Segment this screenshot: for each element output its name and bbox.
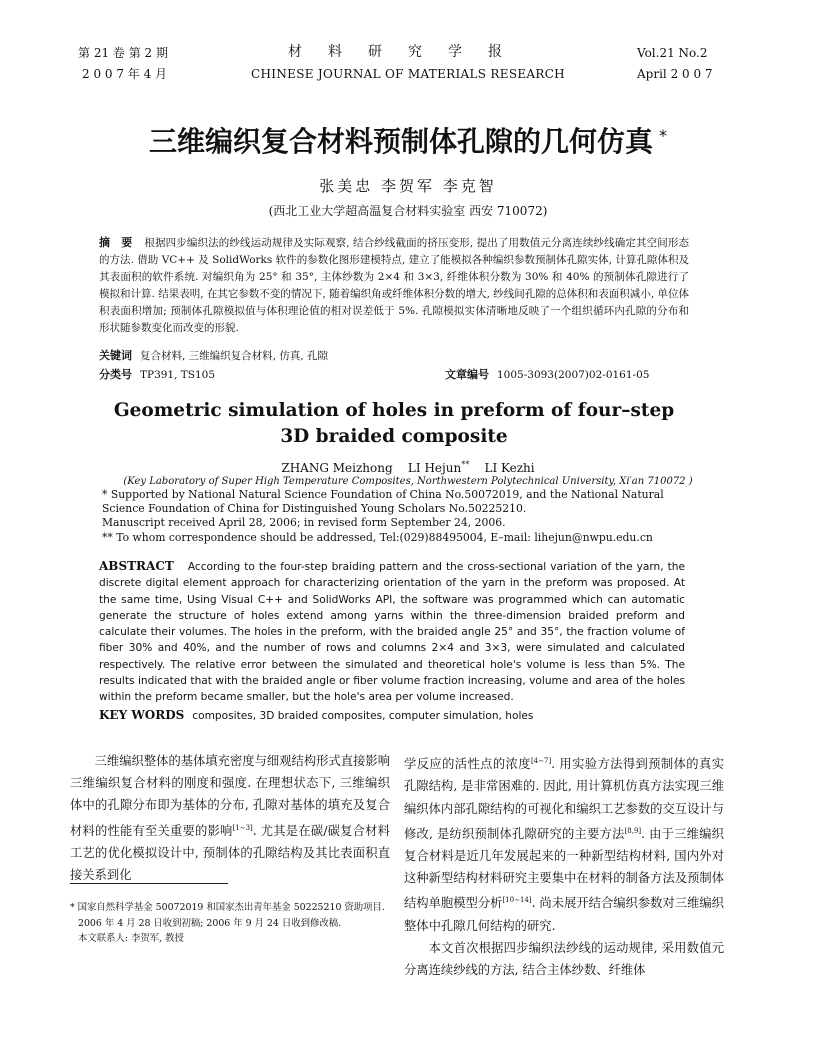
funding-note-en: * Supported by National Natural Science Foundation of China No.50072019, and the National Natural Science Foundation of China for Distinguished Young Scholars No.50225210. xyxy=(102,488,664,515)
author-1: ZHANG Meizhong xyxy=(281,461,393,475)
footnotes xyxy=(70,900,390,947)
body-column-left xyxy=(70,750,390,886)
author-3: LI Kezhi xyxy=(484,461,535,475)
body-text: 学反应的活性点的浓度 xyxy=(404,757,531,772)
citation: [1∼3] xyxy=(232,823,253,832)
citation: [10∼14] xyxy=(502,896,532,905)
paper-title-cn-text: 三维编织复合材料预制体孔隙的几何仿真 xyxy=(148,125,653,158)
footnote-funding: * 国家自然科学基金 50072019 和国家杰出青年基金 50225210 资助项目. xyxy=(70,902,385,913)
footnote-divider xyxy=(70,883,228,884)
body-text: . 用实验方法得到预制体的真实孔隙结构, 是非常困难的. 因此, 用计算机仿真方法实现三维编织体内部孔隙结构的可视化和编织工艺参数的交互设计与修改, 是纺织预制体孔隙研究的主要方法 xyxy=(404,757,724,841)
affiliation-en: (Key Laboratory of Super High Temperature Composites, Northwestern Polytechnical University, Xi′an 710072 ) xyxy=(123,476,693,487)
author-2: LI Hejun xyxy=(407,461,462,475)
body-paragraph xyxy=(404,750,724,937)
abstract-en-text: According to the four-step braiding pattern and the cross-sectional variation of the yarn, the discrete digital element approach for characterizing orientation of the yarn in the preform was proposed. At the same time, Using Visual C++ and SolidWorks API, the software was programmed which can automatic generate the structure of holes extend among yarns within the three-dimension braided preform and calculate their volumes. The holes in the preform, with the braided angle 25° and 35°, the fraction volume of fiber 30% and 40%, and the number of rows and columns 2×4 and 3×3, were simulated and calculated respectively. The relative error between the simulated and theoretical hole's volume is less than 5%. The results indicated that with the braided angle or fiber volume fraction increasing, volume and area of the holes within the preform became smaller, but the hole's area per volume increased. xyxy=(99,561,685,704)
correspondence-note-en: ** To whom correspondence should be addressed, Tel:(029)88495004, E–mail: lihejun@nwpu.edu.cn xyxy=(102,531,653,544)
article-number xyxy=(445,366,649,382)
body-column-right xyxy=(404,750,724,981)
footnote-received: 2006 年 4 月 28 日收到初稿; 2006 年 9 月 24 日收到修改稿. xyxy=(78,917,342,929)
abstract-en-label: ABSTRACT xyxy=(99,559,174,573)
authors-en xyxy=(0,460,816,475)
abstract-en xyxy=(99,558,685,706)
article-number-label: 文章编号 xyxy=(445,368,489,381)
header-date-en: April 2 0 0 7 xyxy=(637,67,713,81)
journal-title-cn: 材料研究学报 xyxy=(288,44,528,60)
paper-title-cn xyxy=(0,118,816,160)
authors-cn: 张美忠 李贺军 李克智 xyxy=(319,177,497,195)
header-volume-issue: 第 21 卷 第 2 期 xyxy=(78,46,168,60)
abstract-cn-label: 摘 要 xyxy=(99,236,133,249)
keywords-en-label: KEY WORDS xyxy=(99,708,185,722)
abstract-cn-text: 根据四步编织法的纱线运动规律及实际观察, 结合纱线截面的挤压变形, 提出了用数值元分离连续纱线确定其空间形态的方法. 借助 VC++ 及 SolidWorks 软件的参数化图形建模特点, 建立了能模拟各种编织参数预制体孔隙实体, 计算孔隙体积及其表面积的软件系统. 对编织角为 25° 和 35°, 主体纱数为 2×4 和 3×3, 纤维体积分数为 30% 和 40% 的预制体孔隙进行了模拟和计算. 结果表明, 在其它参数不变的情况下, 随着编织角或纤维体积分数的增大, 纱线间孔隙的总体积和表面积减小, 单位体积表面积增加; 预制体孔隙模拟值与体积理论值的相对误差低于 5%. 孔隙模拟实体清晰地反映了一个组织循环内孔隙的分布和形状随参数变化而改变的形貌. xyxy=(99,237,689,335)
classification xyxy=(99,366,215,382)
footnote-contact: 本文联系人: 李贺军, 教授 xyxy=(78,933,184,945)
citation: [8,9] xyxy=(624,826,642,835)
header-date-cn: 2 0 0 7 年 4 月 xyxy=(82,67,168,81)
citation: [4∼7] xyxy=(530,757,552,765)
keywords-en-text: composites, 3D braided composites, computer simulation, holes xyxy=(192,710,534,722)
affiliation-cn: (西北工业大学超高温复合材料实验室 西安 710072) xyxy=(268,204,548,218)
body-text: . 由于三维编织复合材料是近几年发展起来的一种新型结构材料, 国内外对这种新型结构材料研究主要集中在材料的制备方法及预制体结构单胞模型分析 xyxy=(404,826,724,911)
article-number-text: 1005-3093(2007)02-0161-05 xyxy=(497,369,650,381)
journal-title-en: CHINESE JOURNAL OF MATERIALS RESEARCH xyxy=(251,67,565,81)
paper-title-en: Geometric simulation of holes in preform of four–step 3D braided composite xyxy=(113,400,675,447)
body-paragraph: 本文首次根据四步编织法纱线的运动规律, 采用数值元分离连续纱线的方法, 结合主体纱数、纤维体 xyxy=(404,940,724,978)
header-volume-en: Vol.21 No.2 xyxy=(637,46,708,60)
received-note-en: Manuscript received April 28, 2006; in revised form September 24, 2006. xyxy=(102,516,506,529)
classification-label: 分类号 xyxy=(99,368,132,381)
body-text: . 尤其是在碳/碳复合材料工艺的优化模拟设计中, 预制体的孔隙结构及其比表面积直接关系到化 xyxy=(70,823,390,883)
keywords-cn-text: 复合材料, 三维编织复合材料, 仿真, 孔隙 xyxy=(140,350,329,362)
keywords-cn xyxy=(99,347,328,363)
body-text: 三维编织整体的基体填充密度与细观结构形式直接影响三维编织复合材料的刚度和强度. 在理想状态下, 三维编织体中的孔隙分布即为基体的分布, 孔隙对基体的填充及复合材料的性能有至关重要的影响 xyxy=(70,754,390,838)
body-paragraph xyxy=(70,750,390,886)
author-2-mark: ** xyxy=(461,460,470,469)
keywords-cn-label: 关键词 xyxy=(99,349,132,362)
title-footnote-mark: * xyxy=(659,126,667,145)
abstract-cn xyxy=(99,234,689,338)
classification-text: TP391, TS105 xyxy=(140,369,216,381)
body-text: . 尚未展开结合编织参数对三维编织整体中孔隙几何结构的研究. xyxy=(404,896,724,933)
keywords-en xyxy=(99,708,533,722)
